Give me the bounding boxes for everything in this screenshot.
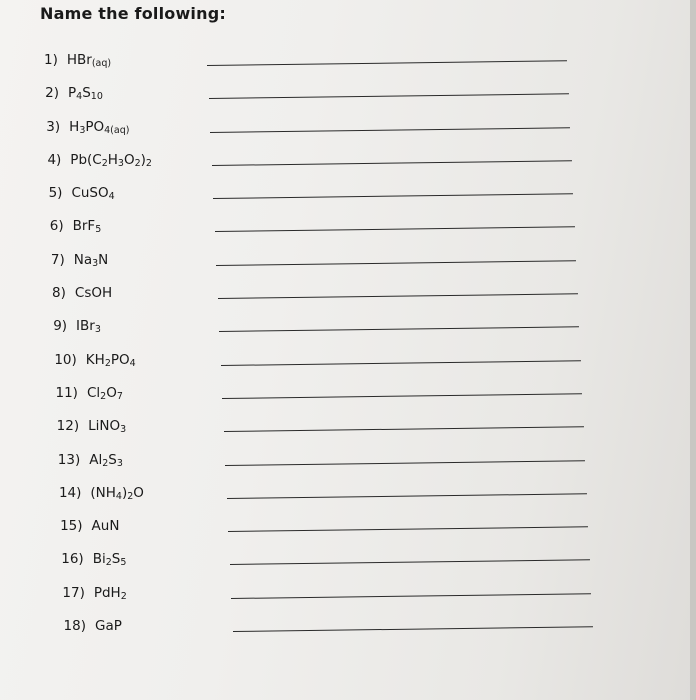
question-number: 8) <box>52 285 66 302</box>
question-item <box>54 352 135 368</box>
question-item <box>44 52 111 68</box>
paper-edge <box>690 0 696 700</box>
chemical-formula: $(NH_4)_2O$ <box>90 484 144 502</box>
question-item <box>60 518 119 534</box>
question-number: 17) <box>62 584 85 601</box>
question-item <box>62 585 126 601</box>
question-number: 9) <box>53 318 68 335</box>
answer-blank-line[interactable] <box>214 227 574 233</box>
answer-blank-line[interactable] <box>225 460 585 466</box>
chemical-formula: $Cl_2O_7$ <box>86 384 123 402</box>
question-item <box>53 318 101 334</box>
chemical-formula: GaP <box>95 618 122 634</box>
answer-blank-line[interactable] <box>228 526 588 532</box>
question-number: 11) <box>55 384 78 401</box>
question-number: 6) <box>49 218 64 235</box>
worksheet-title: Name the following: <box>40 4 226 23</box>
answer-blank-line[interactable] <box>222 393 582 399</box>
question-item <box>47 152 152 168</box>
question-number: 18) <box>63 618 86 634</box>
question-item <box>61 551 126 567</box>
answer-blank-line[interactable] <box>210 127 570 133</box>
question-number: 12) <box>56 418 80 435</box>
question-number: 15) <box>60 518 83 535</box>
chemical-formula: $Pb(C_2H_3O_2)_2$ <box>70 151 152 169</box>
answer-blank-line[interactable] <box>229 560 589 566</box>
chemical-formula: HBr$_{(aq)}$ <box>66 52 112 69</box>
chemical-formula: $KH_2PO_4$ <box>85 351 136 369</box>
question-item <box>52 285 112 301</box>
question-number: 2) <box>45 85 59 102</box>
question-number: 7) <box>50 251 65 268</box>
question-number: 10) <box>54 351 77 368</box>
question-item <box>57 418 127 434</box>
question-number: 14) <box>58 484 82 501</box>
answer-blank-line[interactable] <box>216 260 576 266</box>
question-item <box>59 485 144 501</box>
chemical-formula: CsOH <box>74 285 113 302</box>
answer-blank-line[interactable] <box>232 626 592 632</box>
chemical-formula: $H_3PO_{4(aq)}$ <box>69 118 130 136</box>
chemical-formula: IBr$_3$ <box>76 318 101 336</box>
answer-blank-line[interactable] <box>217 293 577 299</box>
answer-blank-line[interactable] <box>220 360 580 366</box>
answer-blank-line[interactable] <box>226 493 586 499</box>
answer-blank-line[interactable] <box>207 60 567 66</box>
chemical-formula: CuSO$_4$ <box>71 185 115 203</box>
chemical-formula: $P_4S_{10}$ <box>68 85 103 103</box>
question-item <box>45 85 103 101</box>
question-item <box>56 385 123 401</box>
answer-blank-line[interactable] <box>208 94 568 100</box>
answer-blank-line[interactable] <box>223 427 583 433</box>
question-number: 16) <box>61 551 84 568</box>
chemical-formula: PdH$_2$ <box>93 584 127 602</box>
chemical-formula: BrF$_5$ <box>72 218 102 236</box>
question-item <box>49 185 115 201</box>
answer-blank-line[interactable] <box>231 593 591 599</box>
answer-blank-line[interactable] <box>219 327 579 333</box>
question-item <box>58 452 123 468</box>
question-number: 13) <box>57 451 81 468</box>
question-item <box>46 119 129 135</box>
answer-blank-line[interactable] <box>213 193 573 199</box>
chemical-formula: $Na_3N$ <box>73 251 109 269</box>
question-item <box>51 252 108 268</box>
chemical-formula: $Al_2S_3$ <box>89 451 123 469</box>
question-number: 3) <box>46 118 61 135</box>
answer-blank-line[interactable] <box>211 160 571 166</box>
question-item <box>50 218 101 234</box>
question-number: 5) <box>48 185 63 202</box>
question-item <box>64 618 122 634</box>
question-number: 1) <box>44 52 58 68</box>
chemical-formula: $Bi_2S_5$ <box>92 551 127 569</box>
chemical-formula: LiNO$_3$ <box>88 418 127 436</box>
question-number: 4) <box>47 151 62 168</box>
chemical-formula: AuN <box>91 518 120 535</box>
